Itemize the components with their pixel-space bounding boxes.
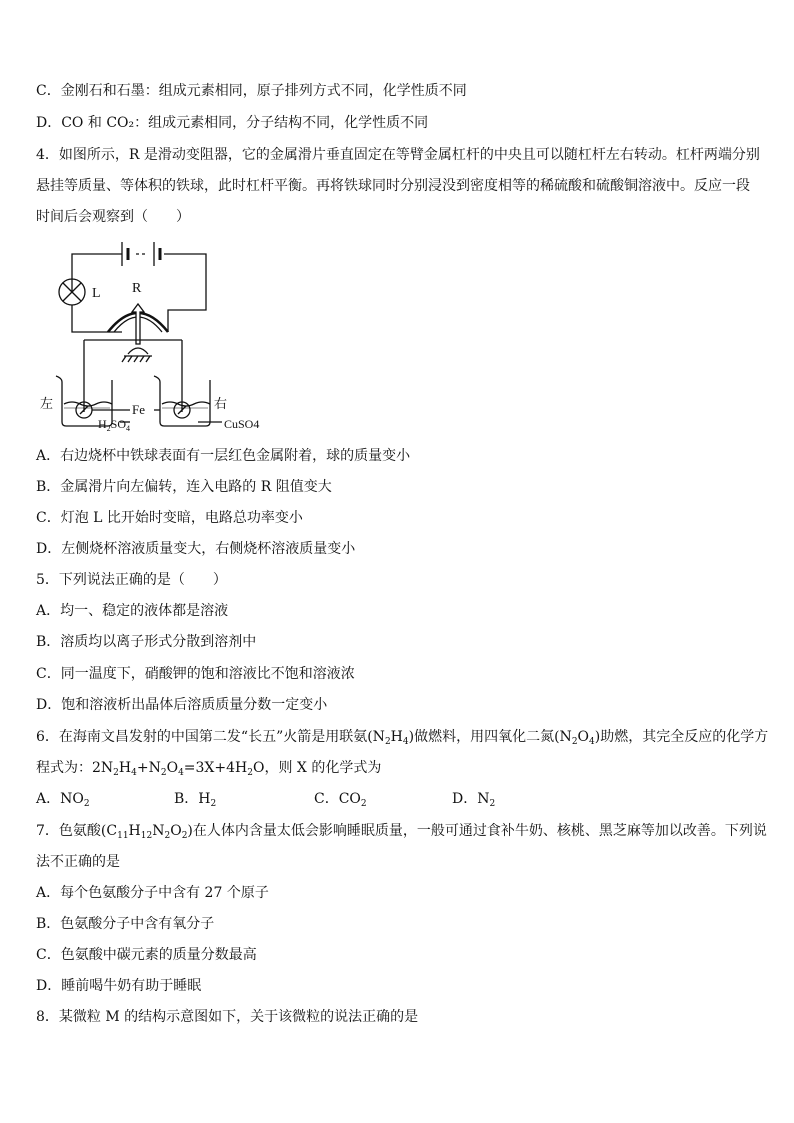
q8-stem: 8．某微粒 M 的结构示意图如下，关于该微粒的说法正确的是 [36, 1009, 419, 1025]
lamp-label: L [92, 286, 101, 301]
q6-option-a: A．$NO_2$ [36, 791, 90, 809]
q6-option-d: D．$N_2$ [452, 791, 496, 809]
q6-option-b: B．$H_2$ [174, 791, 217, 809]
q4-option-c: C．灯泡 L 比开始时变暗，电路总功率变小 [36, 510, 303, 526]
q7-option-c: C．色氨酸中碳元素的质量分数最高 [36, 947, 257, 963]
wire-top-right [164, 254, 206, 310]
q7-stem-line-2: 法不正确的是 [36, 854, 120, 870]
q3-option-d: D．CO 和 CO₂：组成元素相同，分子结构不同，化学性质不同 [36, 115, 429, 131]
q4-stem-line-1: 4．如图所示，R 是滑动变阻器，它的金属滑片垂直固定在等臂金属杠杆的中央且可以随杠杆左右转动。杠杆两端分别 [36, 147, 760, 163]
q6-option-c: C．$CO_2$ [314, 791, 367, 809]
q3-option-c: C．金刚石和石墨：组成元素相同，原子排列方式不同，化学性质不同 [36, 83, 467, 99]
q5-option-c: C．同一温度下，硝酸钾的饱和溶液比不饱和溶液浓 [36, 666, 355, 682]
q4-option-b: B．金属滑片向左偏转，连入电路的 R 阻值变大 [36, 479, 332, 495]
q4-option-a: A．右边烧杯中铁球表面有一层红色金属附着，球的质量变小 [36, 448, 411, 464]
q7-option-b: B．色氨酸分子中含有氧分子 [36, 916, 215, 932]
q5-option-b: B．溶质均以离子形式分散到溶剂中 [36, 634, 257, 650]
circuit-figure [36, 232, 266, 432]
q7-stem-line-1: 7．色氨酸$(C_{11}H_{12}N_2O_2)$在人体内含量太低会影响睡眠质量，一般可通过食补牛奶、核桃、黑芝麻等加以改善。下列说 [36, 823, 767, 841]
pivot-icon [128, 348, 148, 354]
q5-stem: 5．下列说法正确的是（ ） [36, 572, 227, 588]
left-solution-label: $H_2SO_4$ [98, 417, 131, 432]
rheostat-label: R [132, 281, 142, 296]
slider-pointer [132, 304, 144, 344]
q5-option-a: A．均一、稳定的液体都是溶液 [36, 603, 229, 619]
fe-label: Fe [132, 402, 145, 417]
wire-lamp-down [72, 305, 122, 332]
right-solution-label: CuSO4 [224, 417, 260, 431]
right-label: 右 [214, 396, 228, 411]
wire-rheostat-right [168, 310, 176, 332]
q4-stem-line-2: 悬挂等质量、等体积的铁球，此时杠杆平衡。再将铁球同时分别浸没到密度相等的稀硫酸和硫酸铜溶液中。反应一段 [36, 178, 750, 194]
q4-stem-line-3: 时间后会观察到（ ） [36, 209, 190, 225]
q7-option-a: A．每个色氨酸分子中含有 27 个原子 [36, 885, 269, 901]
q5-option-d: D．饱和溶液析出晶体后溶质质量分数一定变小 [36, 697, 328, 713]
q4-option-d: D．左侧烧杯溶液质量变大，右侧烧杯溶液质量变小 [36, 541, 356, 557]
q6-stem-line-1: 6．在海南文昌发射的中国第二发“长五”火箭是用联氨$(N_2H_4)$做燃料，用四氧化二氮$(N_2O_4)$助燃，其完全反应的化学方 [36, 729, 769, 747]
left-label: 左 [40, 396, 54, 411]
q6-stem-line-2: 程式为：$2N_2H_4+N_2O_4=3X+4H_2O$，则 X 的化学式为 [36, 760, 382, 778]
q7-option-d: D．睡前喝牛奶有助于睡眠 [36, 978, 202, 994]
